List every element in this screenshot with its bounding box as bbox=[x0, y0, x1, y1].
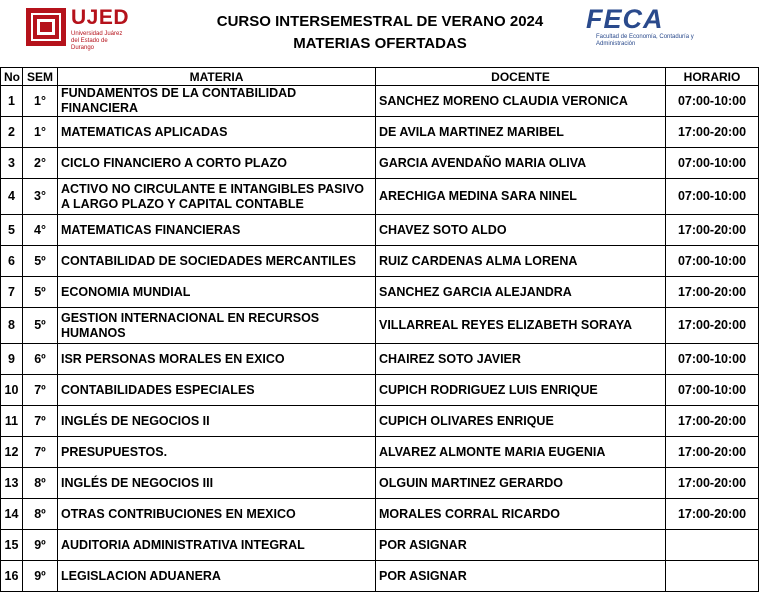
row-number: 3 bbox=[1, 148, 23, 179]
ujed-seal-icon bbox=[26, 8, 66, 46]
table-row bbox=[1, 117, 759, 148]
row-subject: FUNDAMENTOS DE LA CONTABILIDAD FINANCIERA bbox=[58, 86, 376, 117]
row-schedule: 07:00-10:00 bbox=[666, 86, 759, 117]
row-semester: 5º bbox=[23, 308, 58, 344]
row-teacher: POR ASIGNAR bbox=[376, 530, 666, 561]
row-teacher: ALVAREZ ALMONTE MARIA EUGENIA bbox=[376, 437, 666, 468]
row-number: 15 bbox=[1, 530, 23, 561]
row-semester: 5º bbox=[23, 277, 58, 308]
row-semester: 3° bbox=[23, 179, 58, 215]
row-semester: 9º bbox=[23, 530, 58, 561]
row-semester: 1° bbox=[23, 117, 58, 148]
col-header-sem: SEM bbox=[23, 68, 58, 86]
row-number: 9 bbox=[1, 344, 23, 375]
row-subject: AUDITORIA ADMINISTRATIVA INTEGRAL bbox=[58, 530, 376, 561]
row-semester: 1° bbox=[23, 86, 58, 117]
table-row bbox=[1, 246, 759, 277]
title-line-2: MATERIAS OFERTADAS bbox=[293, 35, 467, 52]
row-teacher: CHAVEZ SOTO ALDO bbox=[376, 215, 666, 246]
row-semester: 8º bbox=[23, 499, 58, 530]
row-schedule: 07:00-10:00 bbox=[666, 375, 759, 406]
row-schedule: 17:00-20:00 bbox=[666, 117, 759, 148]
row-subject: CONTABILIDAD DE SOCIEDADES MERCANTILES bbox=[58, 246, 376, 277]
row-number: 5 bbox=[1, 215, 23, 246]
table-row bbox=[1, 215, 759, 246]
col-header-materia: MATERIA bbox=[58, 68, 376, 86]
row-semester: 4° bbox=[23, 215, 58, 246]
row-teacher: DE AVILA MARTINEZ MARIBEL bbox=[376, 117, 666, 148]
row-teacher: CUPICH RODRIGUEZ LUIS ENRIQUE bbox=[376, 375, 666, 406]
table-header-row bbox=[1, 68, 759, 86]
table-row bbox=[1, 561, 759, 592]
row-semester: 7º bbox=[23, 437, 58, 468]
col-header-horario: HORARIO bbox=[666, 68, 759, 86]
row-subject: MATEMATICAS FINANCIERAS bbox=[58, 215, 376, 246]
ujed-logo-name: UJED bbox=[71, 6, 130, 29]
row-number: 7 bbox=[1, 277, 23, 308]
row-semester: 9º bbox=[23, 561, 58, 592]
row-teacher: VILLARREAL REYES ELIZABETH SORAYA bbox=[376, 308, 666, 344]
row-number: 2 bbox=[1, 117, 23, 148]
feca-logo bbox=[586, 4, 696, 50]
row-schedule: 17:00-20:00 bbox=[666, 277, 759, 308]
row-teacher: GARCIA AVENDAÑO MARIA OLIVA bbox=[376, 148, 666, 179]
row-number: 4 bbox=[1, 179, 23, 215]
table-row bbox=[1, 375, 759, 406]
row-schedule: 17:00-20:00 bbox=[666, 468, 759, 499]
page-title bbox=[180, 11, 580, 55]
row-subject: ACTIVO NO CIRCULANTE E INTANGIBLES PASIVO A LARGO PLAZO Y CAPITAL CONTABLE bbox=[58, 179, 376, 215]
row-number: 11 bbox=[1, 406, 23, 437]
feca-logo-subtitle: Facultad de Economía, Contaduría y Administración bbox=[596, 34, 694, 47]
row-teacher: MORALES CORRAL RICARDO bbox=[376, 499, 666, 530]
row-schedule: 17:00-20:00 bbox=[666, 499, 759, 530]
table-row bbox=[1, 308, 759, 344]
table-row bbox=[1, 530, 759, 561]
row-schedule: 07:00-10:00 bbox=[666, 148, 759, 179]
row-number: 6 bbox=[1, 246, 23, 277]
row-subject: INGLÉS DE NEGOCIOS III bbox=[58, 468, 376, 499]
row-number: 16 bbox=[1, 561, 23, 592]
row-schedule: 07:00-10:00 bbox=[666, 344, 759, 375]
row-number: 1 bbox=[1, 86, 23, 117]
row-number: 8 bbox=[1, 308, 23, 344]
row-subject: GESTION INTERNACIONAL EN RECURSOS HUMANOS bbox=[58, 308, 376, 344]
row-number: 13 bbox=[1, 468, 23, 499]
row-schedule bbox=[666, 530, 759, 561]
table-row bbox=[1, 499, 759, 530]
table-row bbox=[1, 179, 759, 215]
row-subject: CICLO FINANCIERO A CORTO PLAZO bbox=[58, 148, 376, 179]
row-semester: 8º bbox=[23, 468, 58, 499]
table-row bbox=[1, 344, 759, 375]
row-schedule: 17:00-20:00 bbox=[666, 215, 759, 246]
row-subject: CONTABILIDADES ESPECIALES bbox=[58, 375, 376, 406]
row-schedule: 17:00-20:00 bbox=[666, 308, 759, 344]
row-schedule: 17:00-20:00 bbox=[666, 437, 759, 468]
row-semester: 5º bbox=[23, 246, 58, 277]
row-teacher: CUPICH OLIVARES ENRIQUE bbox=[376, 406, 666, 437]
title-line-1: CURSO INTERSEMESTRAL DE VERANO 2024 bbox=[216, 13, 544, 30]
row-teacher: POR ASIGNAR bbox=[376, 561, 666, 592]
row-semester: 7º bbox=[23, 406, 58, 437]
row-schedule: 07:00-10:00 bbox=[666, 179, 759, 215]
row-number: 12 bbox=[1, 437, 23, 468]
row-subject: ECONOMIA MUNDIAL bbox=[58, 277, 376, 308]
row-subject: PRESUPUESTOS. bbox=[58, 437, 376, 468]
row-teacher: OLGUIN MARTINEZ GERARDO bbox=[376, 468, 666, 499]
row-schedule bbox=[666, 561, 759, 592]
ujed-logo-subtitle: Universidad Juárez del Estado de Durango bbox=[71, 31, 123, 51]
row-teacher: RUIZ CARDENAS ALMA LORENA bbox=[376, 246, 666, 277]
table-row bbox=[1, 148, 759, 179]
table-row bbox=[1, 277, 759, 308]
row-subject: INGLÉS DE NEGOCIOS II bbox=[58, 406, 376, 437]
row-subject: OTRAS CONTRIBUCIONES EN MEXICO bbox=[58, 499, 376, 530]
row-teacher: CHAIREZ SOTO JAVIER bbox=[376, 344, 666, 375]
row-teacher: SANCHEZ MORENO CLAUDIA VERONICA bbox=[376, 86, 666, 117]
row-subject: MATEMATICAS APLICADAS bbox=[58, 117, 376, 148]
table-row bbox=[1, 468, 759, 499]
row-schedule: 17:00-20:00 bbox=[666, 406, 759, 437]
feca-logo-name: FECA bbox=[586, 4, 664, 34]
row-subject: ISR PERSONAS MORALES EN EXICO bbox=[58, 344, 376, 375]
table-row bbox=[1, 437, 759, 468]
col-header-no: No bbox=[1, 68, 23, 86]
row-semester: 2° bbox=[23, 148, 58, 179]
row-teacher: SANCHEZ GARCIA ALEJANDRA bbox=[376, 277, 666, 308]
table-row bbox=[1, 406, 759, 437]
row-semester: 7º bbox=[23, 375, 58, 406]
row-number: 10 bbox=[1, 375, 23, 406]
row-subject: LEGISLACION ADUANERA bbox=[58, 561, 376, 592]
subjects-table bbox=[0, 67, 759, 592]
col-header-docente: DOCENTE bbox=[376, 68, 666, 86]
row-teacher: ARECHIGA MEDINA SARA NINEL bbox=[376, 179, 666, 215]
ujed-logo bbox=[26, 6, 130, 51]
table-row bbox=[1, 86, 759, 117]
page-header bbox=[0, 0, 760, 68]
row-number: 14 bbox=[1, 499, 23, 530]
row-schedule: 07:00-10:00 bbox=[666, 246, 759, 277]
row-semester: 6º bbox=[23, 344, 58, 375]
